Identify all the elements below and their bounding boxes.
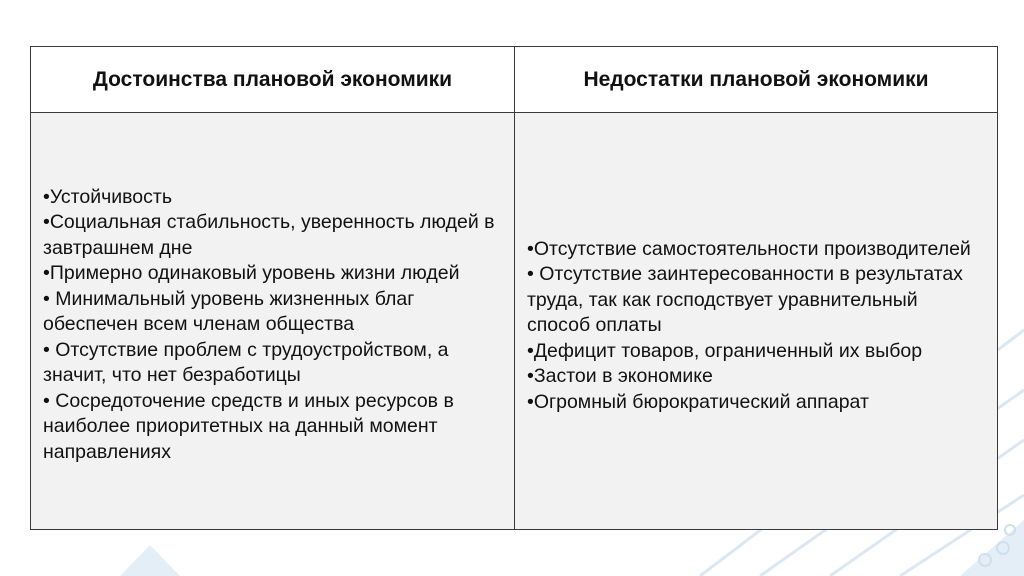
advantages-header (31, 47, 515, 113)
list-item: • Минимальный уровень жизненных благ обеспечен всем членам общества (43, 287, 415, 336)
list-item: •Застои в экономике (527, 365, 713, 388)
list-item: •Примерно одинаковый уровень жизни людей (43, 262, 460, 285)
disadvantages-cell (515, 113, 997, 529)
list-item: • Отсутствие проблем с трудоустройством, а значит, что нет безработицы (43, 338, 449, 387)
list-item: •Социальная стабильность, уверенность людей в завтрашнем дне (43, 211, 495, 259)
list-item: •Огромный бюрократический аппарат (527, 390, 869, 413)
list-item: • Сосредоточение средств и иных ресурсов в наиболее приоритетных на данный момент направлениях (43, 389, 454, 463)
disadvantages-header-text: Недостатки плановой экономики (583, 67, 929, 91)
comparison-table (30, 46, 998, 530)
advantages-cell (31, 113, 515, 529)
advantages-list (43, 185, 502, 466)
advantages-header-text: Достоинства плановой экономики (92, 67, 453, 91)
list-item: •Отсутствие самостоятельности производителей (527, 237, 971, 260)
disadvantages-list (527, 237, 985, 416)
list-item: •Дефицит товаров, ограниченный их выбор (527, 339, 923, 362)
list-item: •Устойчивость (43, 185, 172, 208)
list-item: • Отсутствие заинтересованности в результатах труда, так как господствует уравнительный способ оплаты (527, 263, 963, 337)
disadvantages-header (515, 47, 997, 113)
